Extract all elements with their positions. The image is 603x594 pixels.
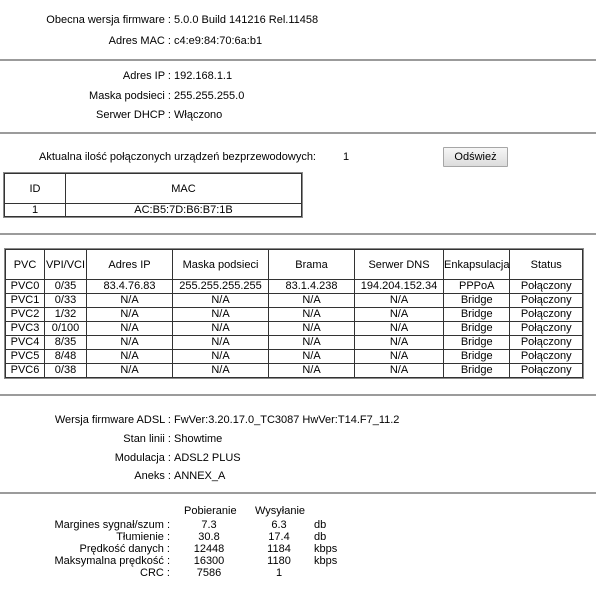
vpi-vci: 0/38 [45, 364, 87, 378]
status: Połączony [510, 294, 583, 308]
line-state-row [0, 431, 603, 447]
pvc-name: PVC0 [6, 280, 45, 294]
modulation-value: ADSL2 PLUS [174, 452, 241, 464]
upload-value: 17.4 [268, 531, 290, 543]
subnet-mask: N/A [173, 364, 269, 378]
unit: kbps [314, 543, 338, 555]
column-header-pvc: PVC [6, 250, 45, 280]
gateway: 83.1.4.238 [269, 280, 355, 294]
dns-server: N/A [355, 336, 444, 350]
column-header-ip: Adres IP [87, 250, 173, 280]
subnet-mask: N/A [173, 350, 269, 364]
stats-row [0, 531, 400, 543]
upload-value: 1 [275, 567, 283, 579]
lan-mask-label: Maska podsieci : [89, 90, 171, 102]
table-row [6, 308, 583, 322]
stats-row [0, 555, 400, 567]
section-divider [0, 233, 596, 235]
pvc-name: PVC3 [6, 322, 45, 336]
lan-mask-value: 255.255.255.0 [174, 90, 245, 102]
download-value: 7586 [196, 567, 222, 579]
subnet-mask: N/A [173, 294, 269, 308]
pvc-name: PVC6 [6, 364, 45, 378]
stats-row [0, 519, 400, 531]
mac-value: c4:e9:84:70:6a:b1 [174, 35, 263, 47]
pvc-name: PVC4 [6, 336, 45, 350]
pvc-name: PVC1 [6, 294, 45, 308]
pvc-name: PVC5 [6, 350, 45, 364]
ip-address: N/A [87, 364, 173, 378]
status: Połączony [510, 336, 583, 350]
section-divider [0, 132, 596, 134]
unit: db [314, 531, 327, 543]
encapsulation: Bridge [444, 350, 510, 364]
stat-label: Prędkość danych : [79, 543, 170, 555]
vpi-vci: 8/35 [45, 336, 87, 350]
encapsulation: Bridge [444, 322, 510, 336]
ip-address: N/A [87, 294, 173, 308]
wireless-count-value: 1 [343, 151, 350, 163]
refresh-button[interactable]: Odśwież [443, 147, 508, 167]
dns-server: N/A [355, 350, 444, 364]
encapsulation: Bridge [444, 336, 510, 350]
encapsulation: PPPoA [444, 280, 510, 294]
adsl-fw-label: Wersja firmware ADSL : [54, 414, 171, 426]
mac-row [0, 33, 603, 49]
status: Połączony [510, 350, 583, 364]
gateway: N/A [269, 364, 355, 378]
upload-value: 1184 [267, 543, 291, 555]
stats-row [0, 543, 400, 555]
gateway: N/A [269, 336, 355, 350]
modulation-row [0, 450, 603, 466]
gateway: N/A [269, 308, 355, 322]
dhcp-row [0, 107, 603, 123]
unit: db [314, 519, 327, 531]
ip-address: N/A [87, 308, 173, 322]
upload-value: 1180 [267, 555, 291, 567]
adsl-fw-value: FwVer:3.20.17.0_TC3087 HwVer:T14.F7_11.2 [174, 414, 400, 426]
dhcp-value: Włączono [174, 109, 223, 121]
vpi-vci: 0/100 [45, 322, 87, 336]
ip-address: N/A [87, 350, 173, 364]
dhcp-label: Serwer DHCP : [96, 109, 171, 121]
gateway: N/A [269, 294, 355, 308]
lan-ip-value: 192.168.1.1 [174, 70, 233, 82]
encapsulation: Bridge [444, 294, 510, 308]
vpi-vci: 1/32 [45, 308, 87, 322]
stat-label: Tłumienie : [116, 531, 170, 543]
status: Połączony [510, 364, 583, 378]
table-row [6, 364, 583, 378]
section-divider [0, 492, 596, 494]
status: Połączony [510, 308, 583, 322]
stats-row [0, 567, 400, 579]
firmware-row [0, 12, 603, 28]
table-header-row [5, 174, 302, 204]
vpi-vci: 0/33 [45, 294, 87, 308]
dns-server: N/A [355, 322, 444, 336]
line-state-value: Showtime [174, 433, 223, 445]
ip-address: 83.4.76.83 [87, 280, 173, 294]
lan-ip-row [0, 68, 603, 84]
annex-row [0, 468, 603, 484]
section-divider [0, 394, 596, 396]
table-row [5, 204, 302, 217]
adsl-fw-row [0, 412, 603, 428]
gateway: N/A [269, 322, 355, 336]
client-mac: AC:B5:7D:B6:B7:1B [66, 204, 302, 217]
column-header-encapsulation: Enkapsulacja [444, 250, 510, 280]
unit: kbps [314, 555, 338, 567]
table-row [6, 280, 583, 294]
dns-server: N/A [355, 308, 444, 322]
pvc-name: PVC2 [6, 308, 45, 322]
ip-address: N/A [87, 322, 173, 336]
table-row [6, 350, 583, 364]
download-value: 30.8 [198, 531, 220, 543]
stat-label: Maksymalna prędkość : [54, 555, 170, 567]
client-id: 1 [5, 204, 66, 217]
pvc-table [5, 249, 583, 378]
encapsulation: Bridge [444, 308, 510, 322]
section-divider [0, 59, 596, 61]
dns-server: 194.204.152.34 [355, 280, 444, 294]
upload-value: 6.3 [271, 519, 287, 531]
ip-address: N/A [87, 336, 173, 350]
firmware-label: Obecna wersja firmware : [46, 14, 171, 26]
annex-label: Aneks : [134, 470, 171, 482]
gateway: N/A [269, 350, 355, 364]
subnet-mask: N/A [173, 308, 269, 322]
modulation-label: Modulacja : [114, 452, 171, 464]
status: Połączony [510, 322, 583, 336]
table-row [6, 336, 583, 350]
download-value: 16300 [193, 555, 225, 567]
dns-server: N/A [355, 364, 444, 378]
subnet-mask: 255.255.255.255 [173, 280, 269, 294]
column-header-mask: Maska podsieci [173, 250, 269, 280]
column-header-vpi-vci: VPI/VCI [45, 250, 87, 280]
table-header-row [6, 250, 583, 280]
wireless-count-label: Aktualna ilość połączonych urządzeń bezprzewodowych: [39, 151, 316, 163]
upload-header: Wysyłanie [255, 505, 306, 517]
annex-value: ANNEX_A [174, 470, 226, 482]
download-value: 7.3 [201, 519, 217, 531]
subnet-mask: N/A [173, 322, 269, 336]
column-header-dns: Serwer DNS [355, 250, 444, 280]
lan-ip-label: Adres IP : [122, 70, 171, 82]
column-header-id: ID [5, 174, 66, 204]
dns-server: N/A [355, 294, 444, 308]
lan-mask-row [0, 88, 603, 104]
vpi-vci: 8/48 [45, 350, 87, 364]
stat-label: Margines sygnał/szum : [54, 519, 170, 531]
subnet-mask: N/A [173, 336, 269, 350]
column-header-mac: MAC [66, 174, 302, 204]
encapsulation: Bridge [444, 364, 510, 378]
firmware-value: 5.0.0 Build 141216 Rel.11458 [174, 14, 319, 26]
vpi-vci: 0/35 [45, 280, 87, 294]
download-header: Pobieranie [184, 505, 237, 517]
column-header-status: Status [510, 250, 583, 280]
stat-label: CRC : [140, 567, 170, 579]
line-state-label: Stan linii : [123, 433, 171, 445]
table-row [6, 294, 583, 308]
status: Połączony [510, 280, 583, 294]
mac-label: Adres MAC : [108, 35, 171, 47]
column-header-gateway: Brama [269, 250, 355, 280]
wireless-clients-table [4, 173, 302, 217]
download-value: 12448 [193, 543, 225, 555]
table-row [6, 322, 583, 336]
